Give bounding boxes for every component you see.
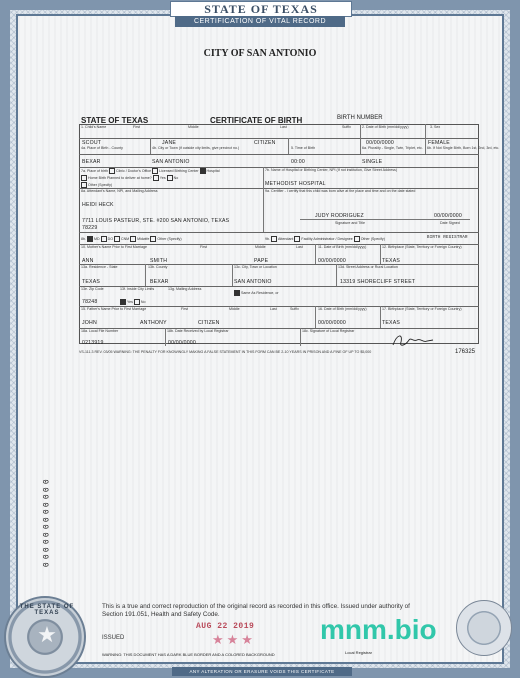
form-divider	[165, 328, 166, 346]
form-divider	[315, 244, 316, 264]
father-dob: 00/00/0000	[318, 320, 346, 326]
form-rule	[79, 232, 479, 233]
reproduction-statement: This is a true and correct reproduction of the original record as recorded in this office. Issued under authority of Section 191.051, Health and Safety Code.	[102, 603, 410, 618]
place-of-birth-label: 7a. Place of birth Clinic / Doctor's Office Licensed Birthing Center Hospital	[81, 168, 220, 173]
checkbox-facility-admin[interactable]	[294, 236, 300, 242]
serial-digit: 0	[42, 524, 52, 530]
registrar-sig-label: 18c. Signature of Local Registrar	[302, 329, 355, 333]
birth-county: BEXAR	[82, 159, 101, 165]
father-middle-name: ANTHONY	[140, 320, 167, 326]
form-rule	[79, 264, 479, 265]
alteration-warning: ANY ALTERATION OR ERASURE VOIDS THIS CERTIFICATE	[172, 667, 352, 676]
birth-time: 00:00	[291, 159, 305, 165]
place-county-label: 4a. Place of Birth - County	[81, 146, 123, 150]
certifier-other: BIRTH REGISTRAR	[427, 236, 468, 240]
attendant-name: HEIDI HECK	[82, 202, 114, 208]
form-code: 176325	[455, 349, 476, 355]
star-icons: ★★★	[212, 632, 256, 647]
residence-city-label: 13c. City, Town or Location	[234, 265, 277, 269]
serial-digit: 0	[42, 546, 52, 552]
form-divider	[360, 124, 361, 154]
issued-date-stamp: AUG 22 2019	[196, 622, 255, 631]
serial-digit: 0	[42, 554, 52, 560]
inside-city-options: Yes No	[120, 299, 145, 305]
mother-first-label: First	[200, 245, 207, 249]
father-dob-label: 16. Date of Birth (mm/dd/yyyy)	[318, 307, 367, 311]
checkbox-other-certifier[interactable]	[354, 236, 360, 242]
checkbox-inside-no[interactable]	[134, 299, 140, 305]
certifier-statement: 9a. Certifier - I certify that this child was born alive at the place and time and on the date stated	[265, 189, 416, 193]
middle-label: Middle	[188, 125, 199, 129]
child-name-label: 1. Child's Name	[81, 125, 107, 129]
child-first-name: SCOUT	[82, 140, 102, 146]
mother-first-name: ANN	[82, 258, 94, 264]
mother-dob: 00/00/0000	[318, 258, 346, 264]
local-file-label: 18a. Local File Number	[81, 329, 119, 333]
dob-label: 2. Date of Birth (mm/dd/yyyy)	[362, 125, 409, 129]
serial-digit: 0	[42, 539, 52, 545]
serial-number	[42, 478, 52, 578]
state-label: STATE OF TEXAS	[81, 116, 149, 125]
father-last-label: Last	[270, 307, 277, 311]
checkbox-do[interactable]	[101, 236, 107, 242]
residence-county-label: 13b. County	[148, 265, 168, 269]
date-received-label: 18b. Date Received by Local Registrar	[167, 329, 229, 333]
checkbox-home-birth[interactable]	[81, 175, 87, 181]
attendant-label: 8a. Attendant's Name, NPI, and Mailing Address	[81, 189, 158, 193]
issued-label: ISSUED	[102, 635, 125, 641]
state-header: STATE OF TEXAS	[170, 1, 352, 17]
city-title: CITY OF SAN ANTONIO	[203, 48, 317, 59]
child-dob: 00/00/0000	[366, 140, 394, 146]
checkbox-other-attendant[interactable]	[150, 236, 156, 242]
local-file-number: 0213919	[82, 340, 104, 346]
suffix-label: Suffix	[342, 125, 351, 129]
checkbox-attendant[interactable]	[271, 236, 277, 242]
residence-state: TEXAS	[82, 279, 101, 285]
child-sex: FEMALE	[428, 140, 450, 146]
other-specify-row: Other (Specify)	[81, 182, 112, 188]
place-city-label: 4b. City or Town (if outside city limits, give precinct no.)	[152, 146, 240, 150]
checkbox-midwife[interactable]	[130, 236, 136, 242]
form-divider	[232, 264, 233, 286]
checkbox-cnm[interactable]	[114, 236, 120, 242]
watermark: mnm.bio	[320, 614, 437, 645]
serial-digit: 0	[42, 494, 52, 500]
certifier-date: 00/00/0000	[434, 213, 462, 219]
form-divider	[150, 138, 151, 154]
same-as-residence: Same As Residence, or	[234, 290, 279, 296]
checkbox-hospital[interactable]	[200, 168, 206, 174]
father-last-name: CITIZEN	[198, 320, 220, 326]
plurality-label: 6a. Plurality - Single, Twin, Triplet, etc.	[362, 146, 423, 150]
form-divider	[336, 264, 337, 286]
mother-name-label: 10. Mother's Name Prior to First Marriage	[81, 245, 147, 249]
certifier-name: JUDY RODRIGUEZ	[315, 213, 364, 219]
checkbox-inside-yes[interactable]	[120, 299, 126, 305]
certifier-type-row: 9b. Attendant Facility Administrator / Designee Other (Specify)	[265, 236, 385, 241]
seal-text: THE STATE OF TEXAS	[19, 604, 75, 616]
zip-label: 13e. Zip Code	[81, 287, 104, 291]
serial-digit: 0	[42, 531, 52, 537]
child-last-name: CITIZEN	[254, 140, 276, 146]
last-label: Last	[280, 125, 287, 129]
form-divider	[263, 167, 264, 232]
star-icon: ★	[37, 622, 57, 647]
signature-line	[300, 219, 470, 220]
inside-city-label: 13f. Inside City Limits	[120, 287, 155, 291]
form-rule	[79, 328, 479, 329]
certification-subtitle: CERTIFICATION OF VITAL RECORD	[175, 16, 345, 27]
child-middle-name: JANE	[162, 140, 177, 146]
birth-record-form	[79, 124, 479, 344]
serial-digit: 0	[42, 501, 52, 507]
residence-city: SAN ANTONIO	[234, 279, 272, 285]
birth-city: SAN ANTONIO	[152, 159, 190, 165]
form-rule	[79, 138, 479, 139]
father-middle-label: Middle	[229, 307, 240, 311]
hospital-name-label: 7b. Name of Hospital or Birthing Center, NPI (If not institution, Give Street Address)	[265, 168, 398, 172]
form-divider	[145, 264, 146, 286]
mother-middle-name: SMITH	[150, 258, 168, 264]
serial-digit: 0	[42, 486, 52, 492]
father-suffix-label: Suffix	[290, 307, 299, 311]
plurality: SINGLE	[362, 159, 383, 165]
penalty-warning: VS-111.3 REV. 03/05 WARNING: THE PENALTY FOR KNOWINGLY MAKING A FALSE STATEMENT IN THIS FORM CAN BE 2-10 YEARS IN PRISON AND A FINE OF UP TO $5,000	[79, 350, 372, 354]
registrar-signature	[389, 330, 437, 350]
registrar-title: Local Registrar	[345, 650, 372, 655]
form-rule	[79, 154, 479, 155]
checkbox-other[interactable]	[81, 182, 87, 188]
mother-birthplace-label: 12. Birthplace (State, Territory or Foreign Country)	[382, 245, 462, 249]
birth-number-label: BIRTH NUMBER	[337, 115, 383, 121]
father-first-label: First	[181, 307, 188, 311]
form-divider	[380, 244, 381, 264]
checkbox-licensed[interactable]	[152, 168, 158, 174]
checkbox-planned-yes[interactable]	[153, 175, 159, 181]
time-label: 5. Time of Birth	[291, 146, 316, 150]
residence-county: BEXAR	[150, 279, 169, 285]
sex-label: 3. Sex	[430, 125, 441, 129]
form-divider	[315, 306, 316, 328]
mother-middle-label: Middle	[255, 245, 266, 249]
home-birth-row: Home Birth Planned to deliver at home? Yes No	[81, 175, 178, 181]
zip-code: 78248	[82, 299, 98, 305]
mother-dob-label: 11. Date of Birth (mm/dd/yyyy)	[318, 245, 367, 249]
serial-digit: 0	[42, 561, 52, 567]
father-first-name: JOHN	[82, 320, 97, 326]
serial-digit: 0	[42, 509, 52, 515]
checkbox-planned-no[interactable]	[167, 175, 173, 181]
birth-order-label: 6b. If Not Single Birth, Born 1st, 2nd, 3rd, etc.	[427, 146, 500, 150]
form-divider	[300, 328, 301, 346]
state-seal	[4, 596, 86, 678]
form-divider	[380, 306, 381, 328]
attendant-type-row: 8b. MD DO CNM Midwife Other (Specify)	[81, 236, 182, 241]
city-seal	[456, 600, 512, 656]
mother-last-name: PAPE	[254, 258, 269, 264]
certificate-title: CERTIFICATE OF BIRTH	[210, 116, 303, 125]
date-received: 00/00/0000	[168, 340, 196, 346]
mother-last-label: Last	[296, 245, 303, 249]
serial-digit: 0	[42, 516, 52, 522]
father-name-label: 15. Father's Name Prior to First Marriage	[81, 307, 147, 311]
date-signed-label: Date Signed	[440, 221, 460, 225]
mailing-label: 13g. Mailing Address	[168, 287, 202, 291]
document-warning: WARNING: THIS DOCUMENT HAS A DARK BLUE BORDER AND A COLORED BACKGROUND	[102, 652, 275, 657]
checkbox-md[interactable]	[87, 236, 93, 242]
sig-title-label: Signature and Title	[335, 221, 365, 225]
serial-digit: 0	[42, 479, 52, 485]
checkbox-same-residence[interactable]	[234, 290, 240, 296]
residence-street-label: 13d. Street Address or Rural Location	[338, 265, 398, 269]
father-birthplace: TEXAS	[382, 320, 401, 326]
first-label: First	[133, 125, 140, 129]
father-birthplace-label: 17. Birthplace (State, Territory or Foreign Country)	[382, 307, 462, 311]
form-divider	[288, 138, 289, 154]
residence-state-label: 13a. Residence - State	[81, 265, 118, 269]
form-divider	[425, 124, 426, 154]
mother-birthplace: TEXAS	[382, 258, 401, 264]
hospital-name: METHODIST HOSPITAL	[265, 181, 326, 187]
attendant-address-1: 7711 LOUIS PASTEUR, STE. #200 SAN ANTONIO, TEXAS	[82, 218, 230, 224]
residence-street: 13319 SHORECLIFF STREET	[340, 279, 416, 285]
attendant-address-2: 78229	[82, 225, 98, 231]
checkbox-clinic[interactable]	[109, 168, 115, 174]
